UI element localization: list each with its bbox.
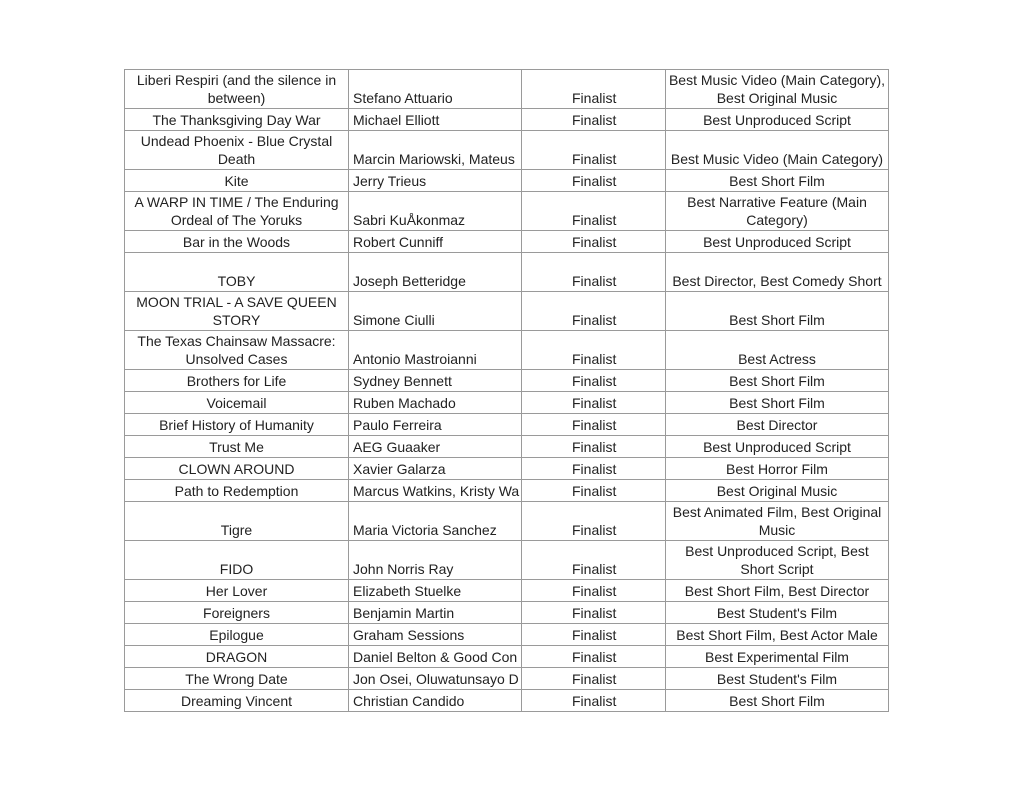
submitter-name-cell: [349, 414, 522, 436]
table-row: [125, 458, 889, 480]
status-text: Finalist: [572, 438, 617, 455]
film-title-cell: [125, 331, 349, 370]
status-cell: [522, 292, 666, 331]
status-text: Finalist: [572, 111, 617, 128]
award-category-cell: [666, 541, 889, 580]
film-title-text: The Wrong Date: [185, 670, 288, 687]
status-cell: [522, 668, 666, 690]
submitter-name-text: Xavier Galarza: [353, 460, 446, 477]
status-cell: [522, 192, 666, 231]
submitter-name-cell: [349, 70, 522, 109]
status-cell: [522, 580, 666, 602]
film-title-cell: [125, 646, 349, 668]
award-category-text: Best Director: [736, 416, 818, 433]
award-category-text: Best Animated Film, Best Original Music: [672, 504, 882, 538]
status-cell: [522, 331, 666, 370]
film-title-text: Liberi Respiri (and the silence in between): [136, 72, 337, 106]
submitter-name-cell: [349, 392, 522, 414]
award-category-cell: [666, 231, 889, 253]
submitter-name-text: Antonio Mastroianni: [353, 350, 477, 367]
submitter-name-cell: [349, 602, 522, 624]
table-row: [125, 414, 889, 436]
film-title-text: Bar in the Woods: [182, 233, 291, 250]
status-cell: [522, 541, 666, 580]
table-row: [125, 253, 889, 292]
award-category-text: Best Short Film: [729, 372, 825, 389]
status-text: Finalist: [572, 460, 617, 477]
table-row: [125, 370, 889, 392]
award-category-text: Best Short Film, Best Director: [684, 582, 870, 599]
submitter-name-text: Michael Elliott: [353, 111, 440, 128]
submitter-name-text: Robert Cunniff: [353, 233, 444, 250]
submitter-name-text: Ruben Machado: [353, 394, 456, 411]
film-title-text: Dreaming Vincent: [180, 692, 293, 709]
table-row: [125, 231, 889, 253]
film-title-cell: [125, 541, 349, 580]
status-text: Finalist: [572, 582, 617, 599]
table-row: [125, 646, 889, 668]
award-category-cell: [666, 392, 889, 414]
film-title-text: Epilogue: [209, 626, 264, 643]
table-row: [125, 70, 889, 109]
submitter-name-cell: [349, 436, 522, 458]
film-title-text: Foreigners: [203, 604, 270, 621]
table-row: [125, 690, 889, 712]
submitter-name-text: AEG Guaaker: [353, 438, 441, 455]
status-cell: [522, 690, 666, 712]
award-category-text: Best Horror Film: [726, 460, 828, 477]
submitter-name-cell: [349, 646, 522, 668]
status-text: Finalist: [572, 150, 617, 167]
status-cell: [522, 646, 666, 668]
film-title-text: Brief History of Humanity: [159, 416, 314, 433]
film-title-cell: [125, 480, 349, 502]
table-row: [125, 480, 889, 502]
film-title-cell: [125, 458, 349, 480]
award-category-cell: [666, 331, 889, 370]
film-title-text: Undead Phoenix - Blue Crystal Death: [140, 133, 333, 167]
award-category-cell: [666, 480, 889, 502]
film-title-cell: [125, 192, 349, 231]
status-text: Finalist: [572, 272, 617, 289]
table-row: [125, 331, 889, 370]
film-title-cell: [125, 580, 349, 602]
award-category-text: Best Short Film: [729, 172, 825, 189]
status-cell: [522, 436, 666, 458]
status-cell: [522, 70, 666, 109]
submitter-name-cell: [349, 331, 522, 370]
status-text: Finalist: [572, 604, 617, 621]
award-category-text: Best Unproduced Script, Best Short Script: [685, 543, 869, 577]
status-cell: [522, 480, 666, 502]
status-cell: [522, 170, 666, 192]
award-category-cell: [666, 253, 889, 292]
film-title-cell: [125, 602, 349, 624]
table-row: [125, 109, 889, 131]
status-cell: [522, 131, 666, 170]
status-text: Finalist: [572, 521, 617, 538]
award-category-text: Best Student's Film: [716, 604, 838, 621]
submitter-name-cell: [349, 131, 522, 170]
table-row: [125, 192, 889, 231]
film-title-text: Tigre: [220, 521, 253, 538]
submitter-name-cell: [349, 502, 522, 541]
submitter-name-cell: [349, 170, 522, 192]
submitter-name-text: John Norris Ray: [353, 560, 454, 577]
film-title-cell: [125, 414, 349, 436]
submitter-name-cell: [349, 253, 522, 292]
status-cell: [522, 502, 666, 541]
submitter-name-text: Joseph Betteridge: [353, 272, 466, 289]
award-category-cell: [666, 70, 889, 109]
table-row: [125, 580, 889, 602]
award-category-cell: [666, 192, 889, 231]
film-title-cell: [125, 170, 349, 192]
table-row: [125, 292, 889, 331]
film-title-text: Path to Redemption: [174, 482, 299, 499]
table-row: [125, 392, 889, 414]
award-category-cell: [666, 370, 889, 392]
award-category-text: Best Unproduced Script: [703, 438, 851, 455]
submitter-name-cell: [349, 624, 522, 646]
status-text: Finalist: [572, 692, 617, 709]
submitter-name-cell: [349, 541, 522, 580]
film-title-cell: [125, 392, 349, 414]
film-title-cell: [125, 502, 349, 541]
submitter-name-cell: [349, 580, 522, 602]
award-category-cell: [666, 602, 889, 624]
submitter-name-cell: [349, 668, 522, 690]
submitter-name-cell: [349, 480, 522, 502]
film-title-text: MOON TRIAL - A SAVE QUEEN STORY: [136, 294, 337, 328]
submitter-name-text: Daniel Belton & Good Con: [353, 648, 518, 665]
status-cell: [522, 624, 666, 646]
status-text: Finalist: [572, 172, 617, 189]
table-row: [125, 602, 889, 624]
award-category-text: Best Short Film: [729, 311, 825, 328]
film-title-cell: [125, 70, 349, 109]
status-text: Finalist: [572, 311, 617, 328]
film-title-cell: [125, 231, 349, 253]
table-row: [125, 624, 889, 646]
status-cell: [522, 392, 666, 414]
film-title-cell: [125, 370, 349, 392]
film-title-cell: [125, 690, 349, 712]
table-row: [125, 502, 889, 541]
award-category-text: Best Music Video (Main Category): [670, 150, 884, 167]
finalists-table: [124, 69, 889, 712]
award-category-cell: [666, 458, 889, 480]
award-category-cell: [666, 580, 889, 602]
submitter-name-text: Paulo Ferreira: [353, 416, 442, 433]
status-text: Finalist: [572, 372, 617, 389]
film-title-text: TOBY: [217, 272, 256, 289]
submitter-name-text: Simone Ciulli: [353, 311, 435, 328]
award-category-text: Best Music Video (Main Category), Best Original Music: [668, 72, 886, 106]
award-category-text: Best Unproduced Script: [703, 111, 851, 128]
award-category-text: Best Narrative Feature (Main Category): [687, 194, 867, 228]
award-category-text: Best Student's Film: [716, 670, 838, 687]
submitter-name-cell: [349, 192, 522, 231]
submitter-name-text: Marcus Watkins, Kristy Wa: [353, 482, 520, 499]
table-row: [125, 170, 889, 192]
status-text: Finalist: [572, 560, 617, 577]
submitter-name-text: Graham Sessions: [353, 626, 465, 643]
film-title-text: The Texas Chainsaw Massacre: Unsolved Cases: [137, 333, 336, 367]
award-category-text: Best Unproduced Script: [703, 233, 851, 250]
status-text: Finalist: [572, 416, 617, 433]
award-category-cell: [666, 690, 889, 712]
award-category-cell: [666, 624, 889, 646]
film-title-cell: [125, 131, 349, 170]
finalists-table-body: [125, 70, 889, 712]
status-cell: [522, 458, 666, 480]
submitter-name-cell: [349, 231, 522, 253]
film-title-text: Voicemail: [206, 394, 267, 411]
status-text: Finalist: [572, 394, 617, 411]
status-text: Finalist: [572, 350, 617, 367]
submitter-name-cell: [349, 458, 522, 480]
film-title-text: Trust Me: [209, 438, 264, 455]
award-category-cell: [666, 170, 889, 192]
status-text: Finalist: [572, 648, 617, 665]
table-row: [125, 436, 889, 458]
submitter-name-text: Jon Osei, Oluwatunsayo D: [353, 670, 519, 687]
submitter-name-text: Christian Candido: [353, 692, 465, 709]
film-title-cell: [125, 253, 349, 292]
film-title-text: DRAGON: [205, 648, 268, 665]
award-category-text: Best Director, Best Comedy Short: [672, 272, 882, 289]
status-text: Finalist: [572, 670, 617, 687]
submitter-name-text: Jerry Trieus: [353, 172, 427, 189]
status-cell: [522, 602, 666, 624]
status-text: Finalist: [572, 482, 617, 499]
award-category-text: Best Short Film: [729, 394, 825, 411]
film-title-text: Kite: [224, 172, 249, 189]
table-row: [125, 668, 889, 690]
submitter-name-cell: [349, 370, 522, 392]
submitter-name-text: Benjamin Martin: [353, 604, 455, 621]
table-row: [125, 541, 889, 580]
film-title-cell: [125, 624, 349, 646]
status-cell: [522, 414, 666, 436]
status-text: Finalist: [572, 626, 617, 643]
award-category-text: Best Actress: [738, 350, 816, 367]
award-category-cell: [666, 646, 889, 668]
film-title-text: CLOWN AROUND: [178, 460, 295, 477]
status-text: Finalist: [572, 211, 617, 228]
film-title-text: Brothers for Life: [186, 372, 287, 389]
film-title-text: FIDO: [219, 560, 254, 577]
award-category-text: Best Short Film, Best Actor Male: [676, 626, 878, 643]
award-category-cell: [666, 436, 889, 458]
submitter-name-text: Marcin Mariowski, Mateus: [353, 150, 515, 167]
award-category-text: Best Short Film: [729, 692, 825, 709]
film-title-cell: [125, 668, 349, 690]
film-title-text: Her Lover: [205, 582, 268, 599]
film-title-cell: [125, 292, 349, 331]
status-text: Finalist: [572, 89, 617, 106]
status-text: Finalist: [572, 233, 617, 250]
award-category-cell: [666, 292, 889, 331]
table-row: [125, 131, 889, 170]
status-cell: [522, 109, 666, 131]
film-title-text: The Thanksgiving Day War: [152, 111, 321, 128]
status-cell: [522, 231, 666, 253]
film-title-cell: [125, 109, 349, 131]
submitter-name-cell: [349, 109, 522, 131]
submitter-name-text: Elizabeth Stuelke: [353, 582, 462, 599]
award-category-text: Best Experimental Film: [705, 648, 849, 665]
status-cell: [522, 253, 666, 292]
submitter-name-text: Sydney Bennett: [353, 372, 452, 389]
award-category-text: Best Original Music: [716, 482, 838, 499]
submitter-name-cell: [349, 292, 522, 331]
award-category-cell: [666, 109, 889, 131]
award-category-cell: [666, 502, 889, 541]
film-title-cell: [125, 436, 349, 458]
award-category-cell: [666, 414, 889, 436]
submitter-name-text: Stefano Attuario: [353, 89, 453, 106]
award-category-cell: [666, 668, 889, 690]
submitter-name-text: Sabri KuÅkonmaz: [353, 211, 466, 228]
award-category-cell: [666, 131, 889, 170]
submitter-name-text: Maria Victoria Sanchez: [353, 521, 497, 538]
film-title-text: A WARP IN TIME / The Enduring Ordeal of The Yoruks: [134, 194, 339, 228]
status-cell: [522, 370, 666, 392]
submitter-name-cell: [349, 690, 522, 712]
